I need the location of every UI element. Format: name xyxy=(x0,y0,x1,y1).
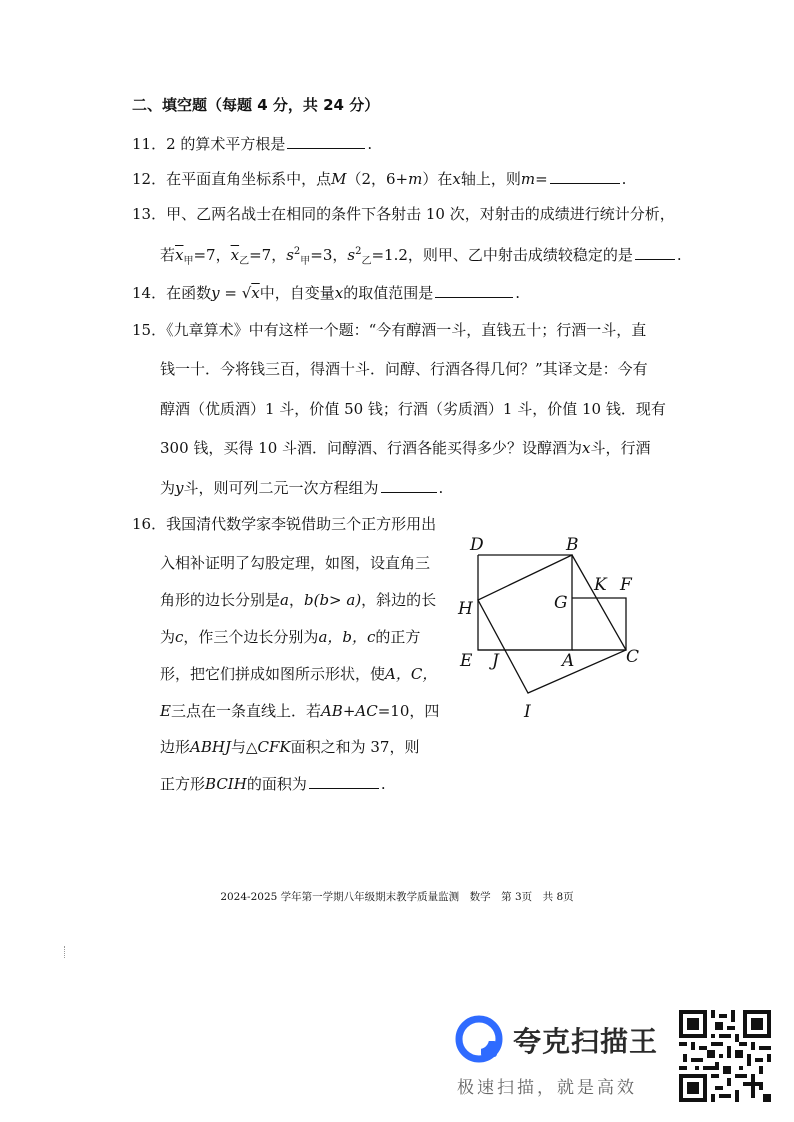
q13-sub-yi: 乙 xyxy=(239,256,250,267)
q16-l8-post: 的面积为 xyxy=(246,775,307,793)
q13-end: . xyxy=(676,246,682,264)
quark-logo-icon xyxy=(455,1015,503,1063)
question-13-line2 xyxy=(160,242,682,272)
q11-answer-blank[interactable] xyxy=(287,133,365,149)
q16-l1: 我国清代数学家李锐借助三个正方形用出 xyxy=(166,515,437,533)
q14-eq: = xyxy=(219,284,242,302)
q16-l4-c: c xyxy=(175,628,184,646)
q15-l4-pre: 300 钱，买得 10 斗酒．问醇酒、行酒各能买得多少？设醇酒为 xyxy=(160,439,583,457)
question-15-line5 xyxy=(160,477,443,498)
question-15-line1 xyxy=(132,320,646,340)
q14-x2: x xyxy=(334,284,344,302)
q13-sup2: 2 xyxy=(355,246,362,257)
q12-point-m: M xyxy=(331,170,347,188)
question-11 xyxy=(132,133,372,154)
q12-end: . xyxy=(621,170,627,188)
question-16-line3 xyxy=(160,590,436,610)
q15-end: . xyxy=(438,479,444,497)
fig-label-j: J xyxy=(492,651,499,671)
q16-l4-post: 的正方 xyxy=(375,628,421,646)
q13-v2: =7， xyxy=(249,246,287,264)
q13-number: 13． xyxy=(132,205,167,223)
q16-l8-pre: 正方形 xyxy=(160,775,206,793)
q13-xbar-jia: $\overline{x}$ xyxy=(175,246,184,264)
q12-post: ）在 xyxy=(422,170,453,188)
brand-slogan: 极速扫描，就是高效 xyxy=(457,1078,637,1098)
question-12 xyxy=(132,168,626,189)
q13-sub-jia: 甲 xyxy=(183,256,194,267)
q12-axis: 轴上，则 xyxy=(460,170,521,188)
q14-y: y xyxy=(211,284,220,302)
q13-line2-pre: 若 xyxy=(160,246,176,264)
q16-l7-abhj: ABHJ xyxy=(190,738,231,756)
q14-answer-blank[interactable] xyxy=(435,282,513,298)
q15-answer-blank[interactable] xyxy=(381,477,437,493)
q15-l4-x: x xyxy=(582,439,591,457)
q16-l6-mid: 三点在一条直线上．若 xyxy=(170,702,321,720)
scan-speck xyxy=(64,946,67,958)
fig-label-c: C xyxy=(626,647,640,667)
q13-xbar-yi: $\overline{x}$ xyxy=(230,246,240,264)
q16-l7-pre: 边形 xyxy=(160,738,191,756)
q13-v1: =7， xyxy=(193,246,231,264)
q12-coords: （2，6+ xyxy=(346,170,409,188)
q16-l4-abc: a，b，c xyxy=(318,628,376,646)
q14-post2: 的取值范围是 xyxy=(343,284,434,302)
pythagorean-figure xyxy=(448,530,668,730)
q15-l1: 《九章算术》中有这样一个题：“今有醇酒一斗，直钱五十；行酒一斗，直 xyxy=(166,321,647,339)
q16-answer-blank[interactable] xyxy=(309,773,379,789)
fig-label-d: D xyxy=(470,535,484,555)
q14-pre: 在函数 xyxy=(166,284,212,302)
question-16-line8 xyxy=(160,773,386,794)
fig-label-b: B xyxy=(566,535,579,555)
q16-l7-post: 面积之和为 37，则 xyxy=(290,738,420,756)
q13-line1: 甲、乙两名战士在相同的条件下各射击 10 次，对射击的成绩进行统计分析， xyxy=(166,205,675,223)
question-16-line2: 入相补证明了勾股定理，如图，设直角三 xyxy=(160,554,431,572)
q12-pre: 在平面直角坐标系中，点 xyxy=(166,170,332,188)
q13-v4: =1.2，则甲、乙中射击成绩较稳定的是 xyxy=(371,246,633,264)
q14-end: . xyxy=(515,284,521,302)
q16-l4-mid: ，作三个边长分别为 xyxy=(183,628,319,646)
q14-sqrt: √ xyxy=(241,284,252,302)
q14-number: 14． xyxy=(132,284,167,302)
q16-l4-pre: 为 xyxy=(160,628,176,646)
q16-l3-pre: 角形的边长分别是 xyxy=(160,591,281,609)
question-16-line6 xyxy=(160,701,439,721)
q12-answer-blank[interactable] xyxy=(550,168,620,184)
q15-number: 15． xyxy=(132,321,167,339)
q13-sub2: 乙 xyxy=(361,256,372,267)
fig-label-f: F xyxy=(620,575,632,595)
qr-code-icon xyxy=(679,1010,771,1102)
q16-l5-ac: A，C， xyxy=(385,665,438,683)
question-15-line3: 醇酒（优质酒）1 斗，价值 50 钱；行酒（劣质酒）1 斗，价值 10 钱．现有 xyxy=(160,400,666,418)
q16-l3-b: b(b> a) xyxy=(303,591,362,609)
q12-x: x xyxy=(452,170,461,188)
q16-number: 16． xyxy=(132,515,167,533)
q14-x: x xyxy=(251,284,260,302)
q16-l6-expr: AB+AC xyxy=(320,702,378,720)
question-13-line1 xyxy=(132,204,675,224)
fig-label-e: E xyxy=(460,651,473,671)
q16-l7-mid: 与△ xyxy=(230,738,258,756)
q15-l5-y: y xyxy=(175,479,184,497)
question-16-line4 xyxy=(160,627,420,647)
q12-var-m2: m xyxy=(520,170,536,188)
q14-post: 中，自变量 xyxy=(259,284,335,302)
q13-v3: =3， xyxy=(310,246,348,264)
q12-var-m: m xyxy=(408,170,423,188)
fig-label-h: H xyxy=(458,599,473,619)
q13-s-yi: s xyxy=(347,246,356,264)
q15-l5-pre: 为 xyxy=(160,479,176,497)
scanner-watermark xyxy=(455,1010,685,1102)
question-14 xyxy=(132,282,520,303)
q11-end: . xyxy=(367,135,373,153)
q16-l8-bcih: BCIH xyxy=(205,775,247,793)
q11-number: 11． xyxy=(132,135,167,153)
q16-l3-mid: ， xyxy=(288,591,304,609)
fig-label-a: A xyxy=(562,651,575,671)
section-title: 二、填空题（每题 4 分，共 24 分） xyxy=(132,96,380,114)
question-15-line4 xyxy=(160,438,651,458)
fig-label-g: G xyxy=(554,593,568,613)
q16-l3-a: a xyxy=(280,591,289,609)
q16-l5-pre: 形，把它们拼成如图所示形状，使 xyxy=(160,665,386,683)
q12-number: 12． xyxy=(132,170,167,188)
brand-name: 夸克扫描王 xyxy=(513,1025,659,1058)
question-16-line7 xyxy=(160,737,419,757)
q13-s-jia: s xyxy=(286,246,294,264)
fig-square-small xyxy=(572,598,626,650)
q11-text: 2 的算术平方根是 xyxy=(166,135,286,153)
q15-l4-post: 斗，行酒 xyxy=(590,439,651,457)
q16-l3-post: ，斜边的长 xyxy=(361,591,437,609)
question-16-line5 xyxy=(160,664,437,684)
q16-end: . xyxy=(380,775,386,793)
q13-sup1: 2 xyxy=(293,246,301,257)
q16-l7-cfk: CFK xyxy=(257,738,291,756)
q15-l5-post: 斗，则可列二元一次方程组为 xyxy=(183,479,379,497)
q13-sub1: 甲 xyxy=(300,256,311,267)
q13-answer-blank[interactable] xyxy=(635,244,675,260)
question-16-line1 xyxy=(132,514,436,534)
q16-l6-e: E xyxy=(160,702,171,720)
page-footer: 2024-2025 学年第一学期八年级期末教学质量监测 数学 第 3页 共 8页 xyxy=(220,891,574,903)
q16-l6-post: =10，四 xyxy=(377,702,440,720)
fig-label-i: I xyxy=(524,702,531,722)
question-15-line2: 钱一十．今将钱三百，得酒十斗．问醇、行酒各得几何？”其译文是：今有 xyxy=(160,360,648,378)
fig-label-k: K xyxy=(594,575,607,595)
q12-eq: = xyxy=(535,170,548,188)
